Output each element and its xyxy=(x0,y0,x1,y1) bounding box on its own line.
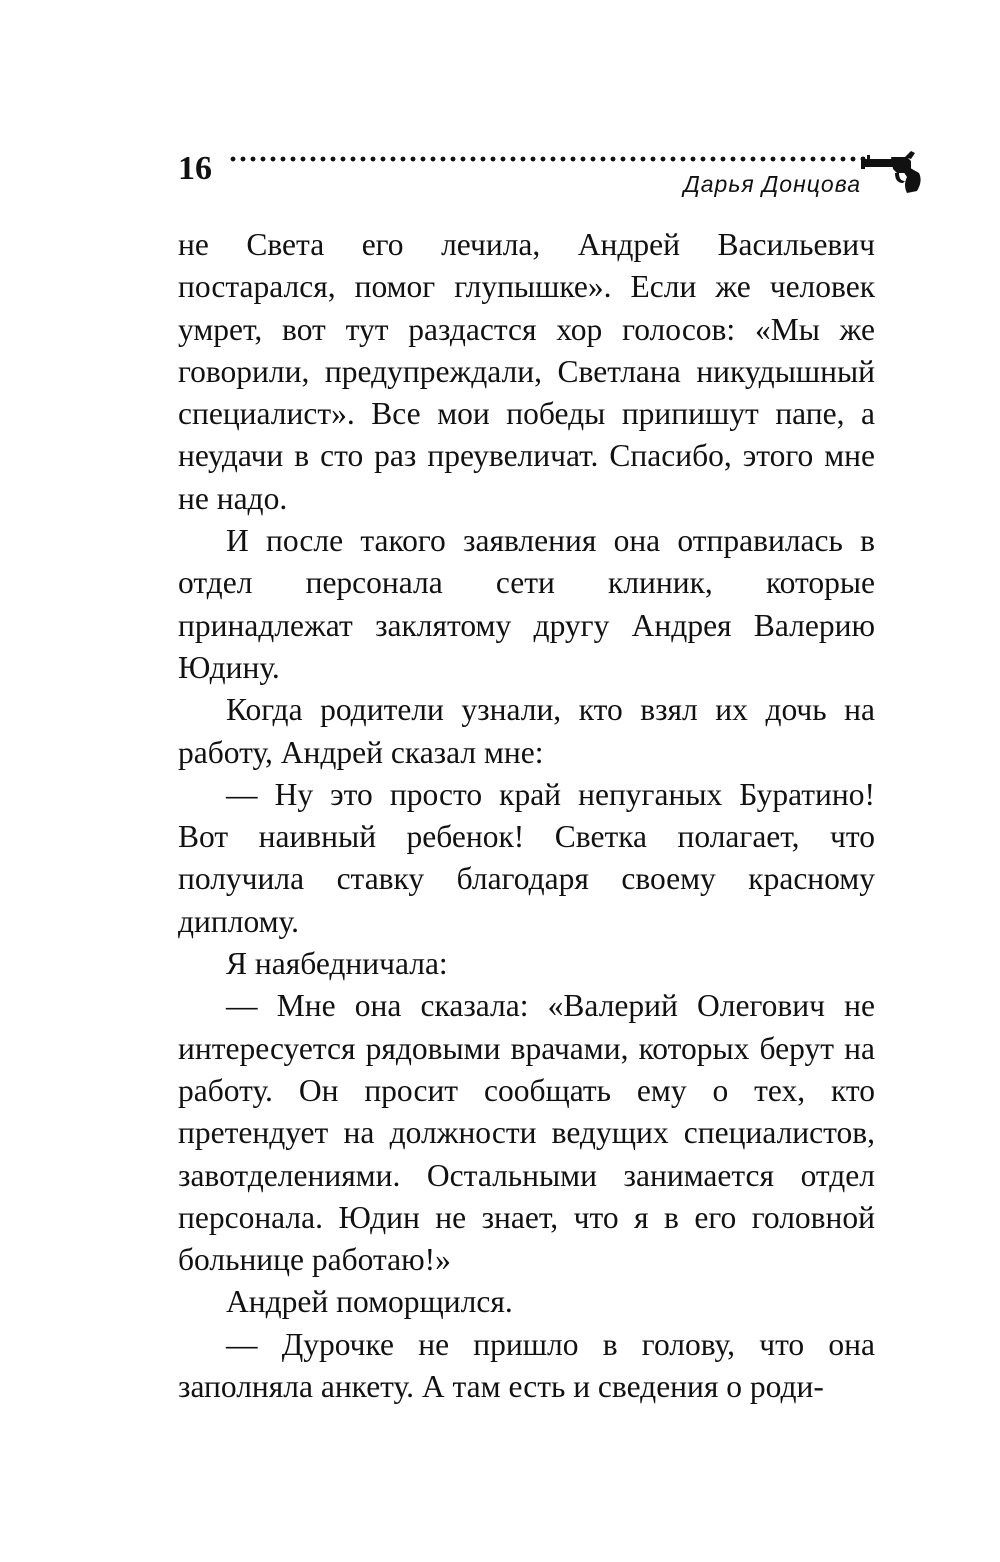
paragraph: — Ну это просто край непуганых Буратино! Вот наивный ребенок! Светка полагает, что получила ставку благодаря своему красному диплому. xyxy=(178,776,875,939)
dotted-rule xyxy=(228,155,868,163)
paragraph: И после такого заявления она отправилась в отдел персонала сети клиник, которые принадлежат заклятому другу Андрея Валерию Юдину. xyxy=(178,523,875,685)
running-head-author: Дарья Донцова xyxy=(683,171,861,197)
revolver-icon xyxy=(861,151,923,195)
page-body xyxy=(178,224,875,1408)
page-number: 16 xyxy=(178,150,212,187)
running-header xyxy=(178,145,923,205)
paragraph: — Мне она сказала: «Валерий Олегович не интересуется рядовыми врачами, которых берут на работу. Он просит сообщать ему о тех, кто претендует на должности ведущих специалистов, завотделениями. Остальными занимается отдел персонала. Юдин не знает, что я в его головной больнице работаю!» xyxy=(178,988,875,1278)
paragraph: Когда родители узнали, кто взял их дочь на работу, Андрей сказал мне: xyxy=(178,692,875,770)
paragraph: — Дурочке не пришло в голову, что она заполняла анкету. А там есть и сведения о роди- xyxy=(178,1326,875,1405)
paragraph: не Света его лечила, Андрей Васильевич постарался, помог глупышке». Если же человек умрет, вот тут раздастся хор голосов: «Мы же говорили, предупреждали, Светлана никудышный специалист». Все мои победы припишут папе, а неудачи в сто раз преувеличат. Спасибо, этого мне не надо. xyxy=(178,227,875,516)
paragraph: Андрей поморщился. xyxy=(226,1284,513,1320)
paragraph: Я наябедничала: xyxy=(226,946,448,982)
